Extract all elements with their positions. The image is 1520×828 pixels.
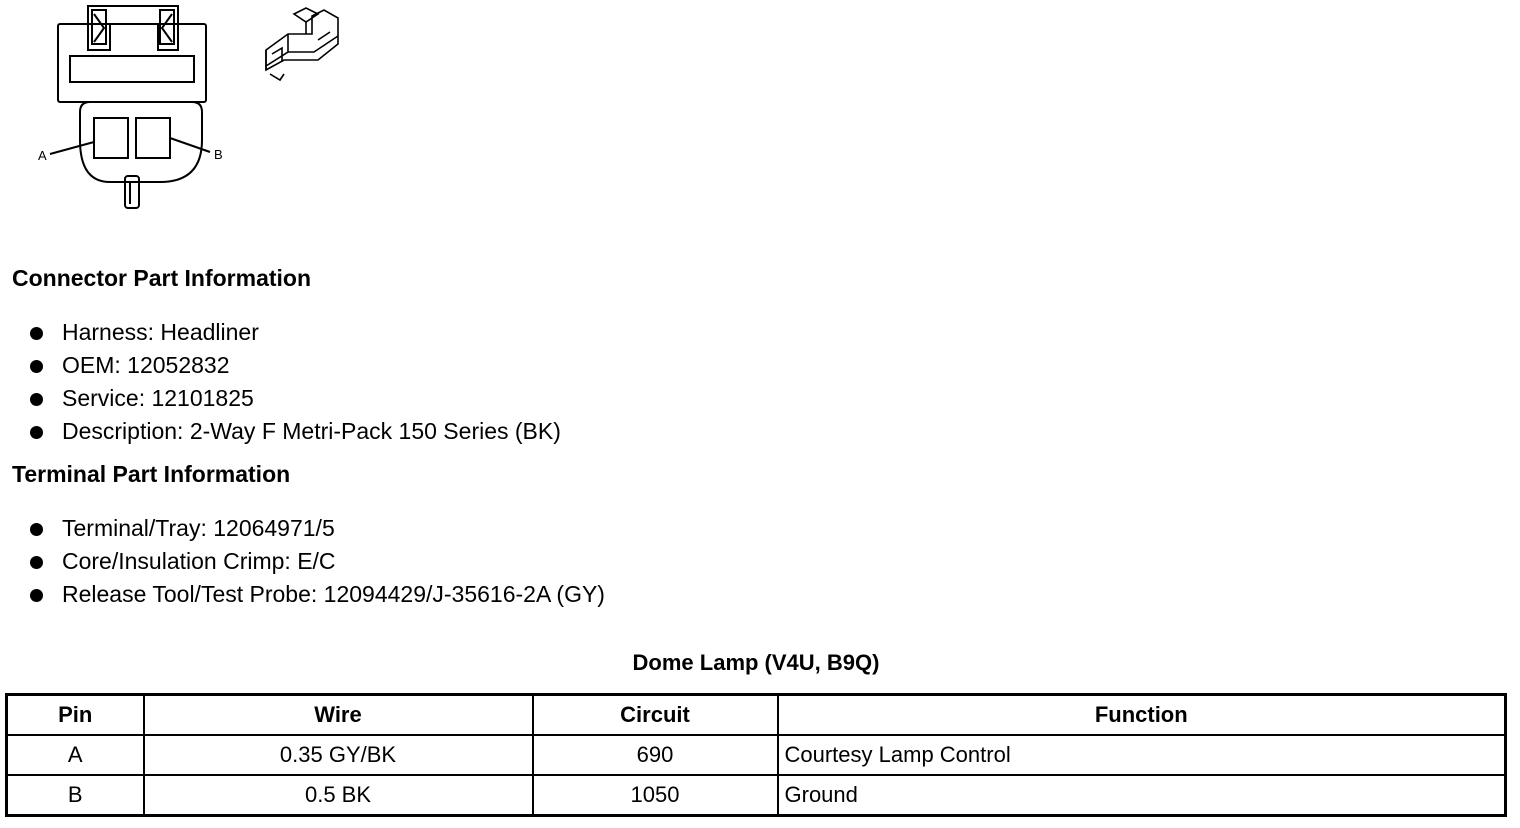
pin-cell: A [7,735,144,775]
column-header-wire: Wire [144,695,533,736]
column-header-function: Function [778,695,1506,736]
column-header-circuit: Circuit [533,695,778,736]
function-cell: Courtesy Lamp Control [778,735,1506,775]
connector-isometric-icon [258,4,348,86]
list-item: Release Tool/Test Probe: 12094429/J-35616-2A (GY) [30,578,605,611]
pinout-table [5,693,1507,817]
function-cell: Ground [778,775,1506,816]
circuit-cell: 1050 [533,775,778,816]
circuit-cell: 690 [533,735,778,775]
table-title: Dome Lamp (V4U, B9Q) [632,650,880,675]
terminal-info-list [30,512,605,611]
pin-b-callout: B [214,147,223,162]
list-item: Description: 2-Way F Metri-Pack 150 Series (BK) [30,415,561,448]
wire-cell: 0.5 BK [144,775,533,816]
pin-a-callout: A [38,148,47,163]
pin-cell: B [7,775,144,816]
table-row [7,775,1506,816]
terminal-info-heading: Terminal Part Information [12,461,291,487]
list-item: Service: 12101825 [30,382,561,415]
list-item: Core/Insulation Crimp: E/C [30,545,605,578]
column-header-pin: Pin [7,695,144,736]
table-header-row [7,695,1506,736]
table-row [7,735,1506,775]
connector-info-heading: Connector Part Information [12,265,312,291]
connector-info-list [30,316,561,448]
list-item: Harness: Headliner [30,316,561,349]
list-item: Terminal/Tray: 12064971/5 [30,512,605,545]
wire-cell: 0.35 GY/BK [144,735,533,775]
list-item: OEM: 12052832 [30,349,561,382]
connector-face-diagram [30,0,240,215]
